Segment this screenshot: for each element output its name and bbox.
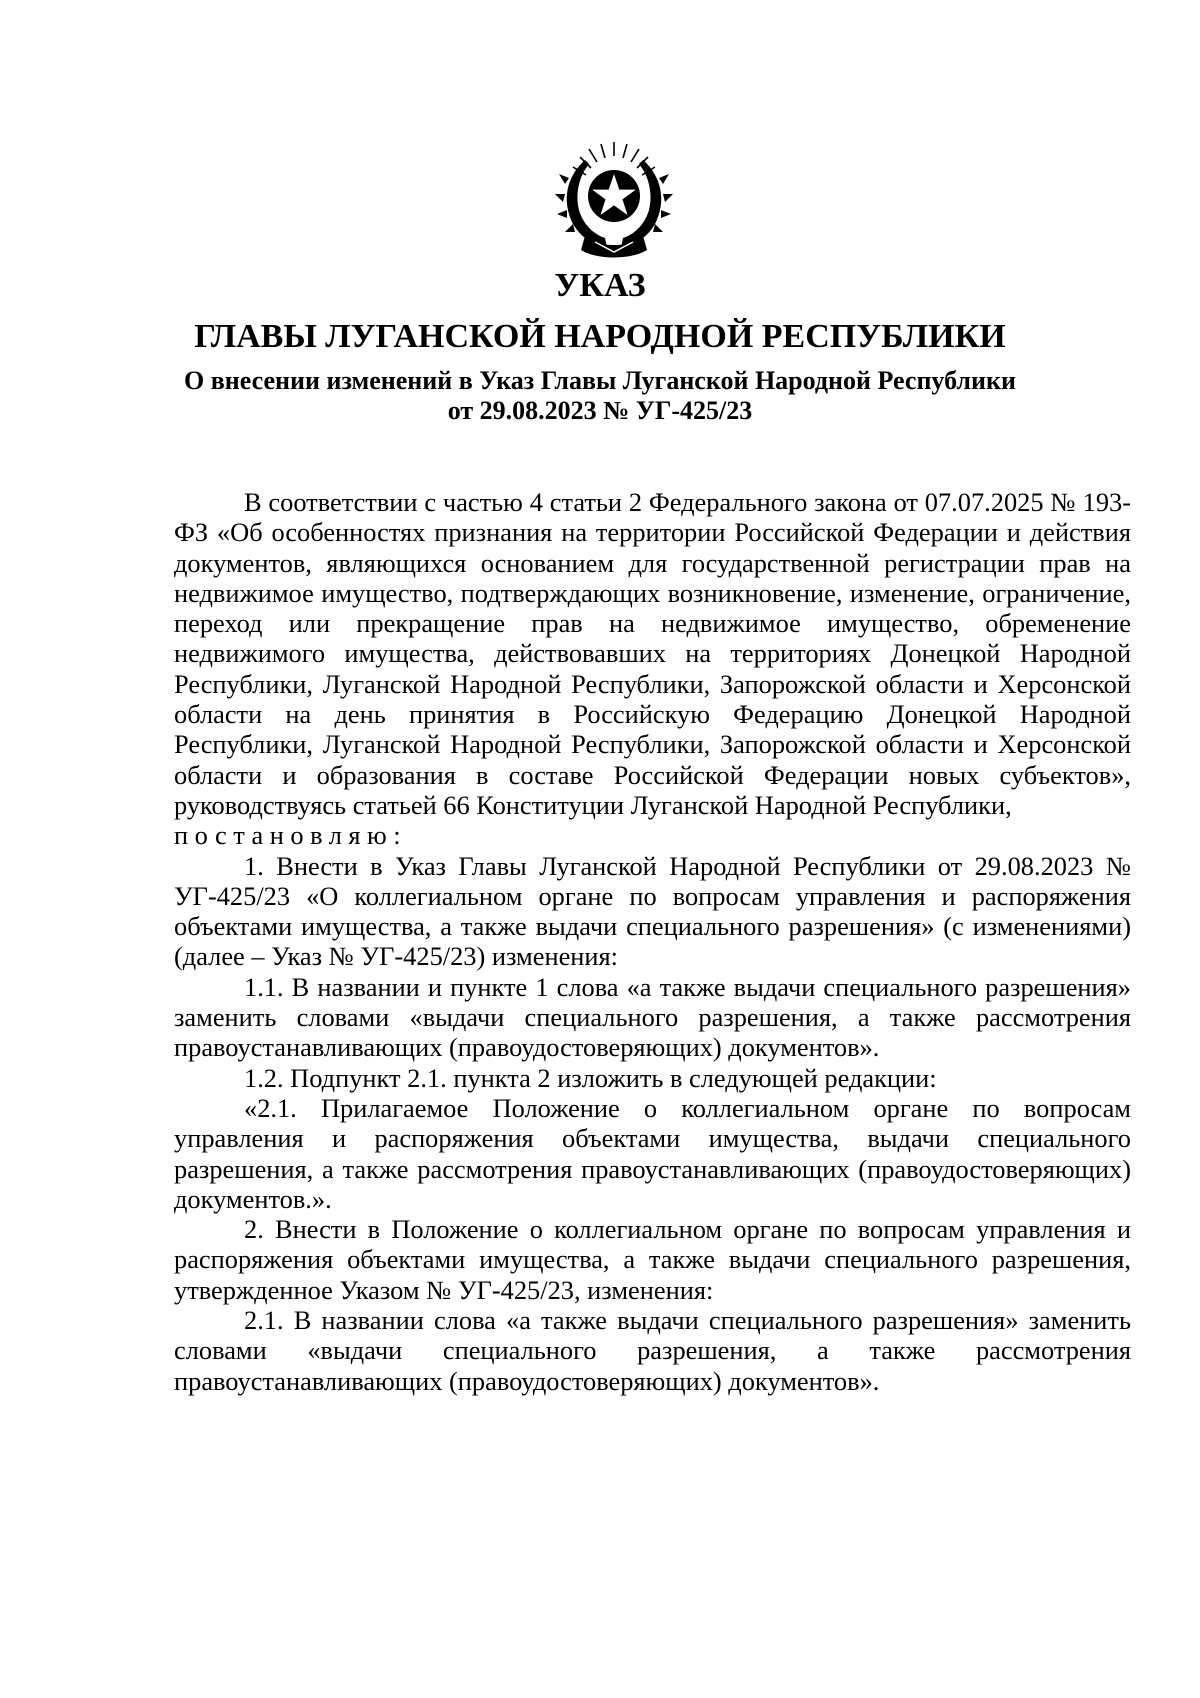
clause-1-paragraph: 1. Внести в Указ Главы Луганской Народной Республики от 29.08.2023 № УГ-425/23 «О коллегиальном органе по вопросам управления и распоряжения объектами имущества, а также выдачи специального разрешения» (с изменениями) (далее – Указ № УГ-425/23) изменения: [174, 850, 1131, 972]
clause-1-1-paragraph: 1.1. В названии и пункте 1 слова «а также выдачи специального разрешения» заменить словами «выдачи специального разрешения, а также рассмотрения правоустанавливающих (правоудостоверяющих) документов». [174, 971, 1131, 1063]
decree-word: постановляю: [174, 820, 408, 851]
document-subject-line-1: О внесении изменений в Указ Главы Луганской Народной Республики [184, 366, 1016, 395]
clause-2-paragraph: 2. Внести в Положение о коллегиальном органе по вопросам управления и распоряжения объектами имущества, а также выдачи специального разрешения, утвержденное Указом № УГ-425/23, изменения: [174, 1214, 1131, 1305]
clause-1-2-text-paragraph: «2.1. Прилагаемое Положение о коллегиальном органе по вопросам управления и распоряжения объектами имущества, выдачи специального разрешения, а также рассмотрения правоустанавливающих (правоудостоверяющих) документов.». [174, 1092, 1131, 1214]
preamble-paragraph: В соответствии с частью 4 статьи 2 Федерального закона от 07.07.2025 № 193-ФЗ «Об особенностях признания на территории Российской Федерации и действия документов, являющихся основанием для государственной регистрации прав на недвижимое имущество, подтверждающих возникновение, изменение, ограничение, переход или прекращение прав на недвижимое имущество, обременение недвижимого имущества, действовавших на территориях Донецкой Народной Республики, Луганской Народной Республики, Запорожской области и Херсонской области на день принятия в Российскую Федерацию Донецкой Народной Республики, Луганской Народной Республики, Запорожской области и Херсонской области и образования в составе Российской Федерации новых субъектов», руководствуясь статьей 66 Конституции Луганской Народной Республики, [174, 487, 1131, 820]
decree-word-paragraph [174, 820, 1131, 850]
document-type-title: УКАЗ [554, 267, 646, 304]
issuer-title: ГЛАВЫ ЛУГАНСКОЙ НАРОДНОЙ РЕСПУБЛИКИ [194, 318, 1006, 355]
state-emblem-icon [555, 138, 673, 260]
document-subject-line-2: от 29.08.2023 № УГ-425/23 [447, 396, 753, 425]
clause-1-2-paragraph: 1.2. Подпункт 2.1. пункта 2 изложить в следующей редакции: [244, 1062, 937, 1093]
document-body [174, 487, 1131, 1396]
clause-2-1-paragraph: 2.1. В названии слова «а также выдачи специального разрешения» заменить словами «выдачи специального разрешения, а также рассмотрения правоустанавливающих (правоудостоверяющих) документов». [174, 1305, 1131, 1396]
